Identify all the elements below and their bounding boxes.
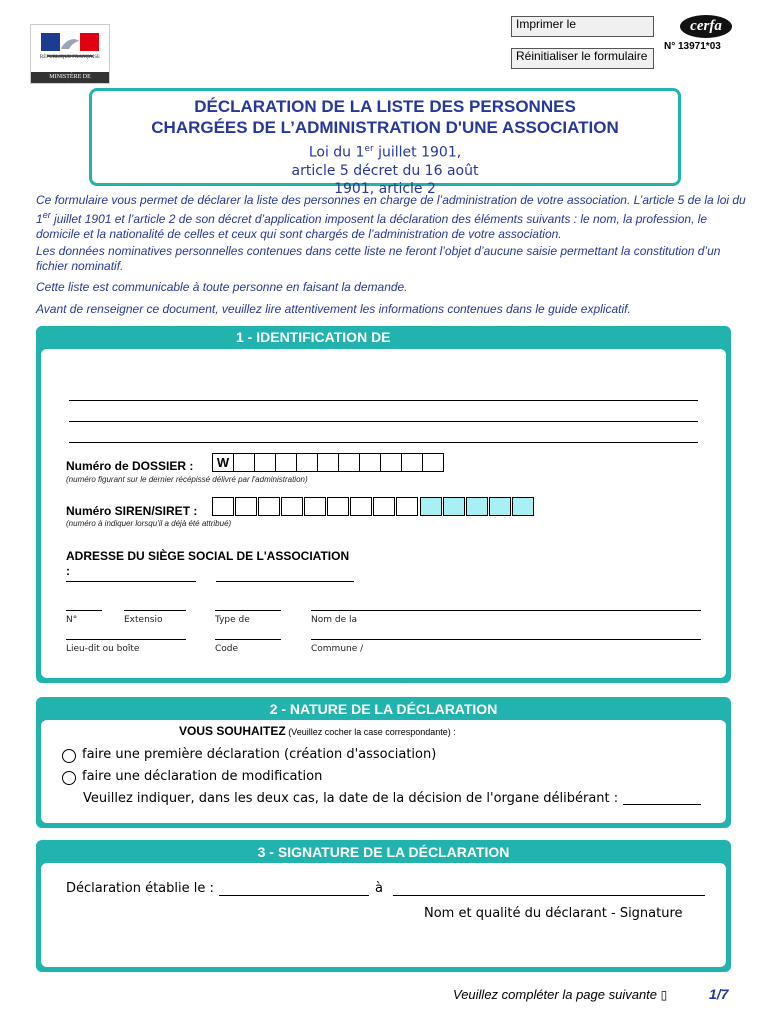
street-number-input[interactable] (66, 610, 102, 611)
title-sub-1-b: juillet 1901, (373, 144, 462, 161)
dossier-digit[interactable] (422, 453, 444, 472)
intro-p1-sup: er (42, 210, 51, 220)
date-decision-input[interactable] (623, 804, 701, 805)
siren-number-field[interactable] (212, 497, 538, 517)
vous-souhaitez-label: VOUS SOUHAITEZ (179, 724, 286, 738)
lieu-dit-input[interactable] (66, 639, 186, 640)
postal-code-label: Code (215, 644, 239, 654)
next-page-icon: ▯ (660, 988, 668, 1002)
street-name-input[interactable] (311, 610, 701, 611)
vous-souhaitez (179, 724, 456, 738)
siren-digit[interactable] (235, 497, 257, 516)
address-colon: : (66, 564, 70, 578)
siren-digit[interactable] (327, 497, 349, 516)
title-sub-1-a: Loi du 1 (308, 144, 365, 161)
siret-digit[interactable] (489, 497, 511, 516)
dossier-digit[interactable] (338, 453, 360, 472)
intro-paragraph-1 (36, 193, 748, 242)
section-signature (36, 840, 731, 972)
intro-p1-a: Ce formulaire vous permet de déclarer la liste des personnes en charge de l’administration de votre association. L’article 5 de la loi du 1 (36, 193, 746, 226)
lieu-dit-label: Lieu-dit ou boîte (66, 644, 140, 654)
address-label: ADRESSE DU SIÈGE SOCIAL DE L'ASSOCIATION (66, 549, 350, 563)
option-first-declaration: faire une première déclaration (création d'association) (82, 747, 437, 762)
cerfa-logo-text: cerfa (690, 18, 722, 34)
street-number-label: N° (66, 615, 78, 625)
siren-digit[interactable] (350, 497, 372, 516)
signature-label: Nom et qualité du déclarant - Signature (424, 906, 683, 921)
declaration-place-label: à (375, 881, 383, 896)
siren-digit[interactable] (373, 497, 395, 516)
street-name-label: Nom de la (311, 615, 357, 625)
title-box (89, 88, 681, 197)
marianne-logo (30, 24, 110, 91)
section-3-body (41, 863, 726, 967)
siren-digit[interactable] (304, 497, 326, 516)
dossier-digit[interactable] (401, 453, 423, 472)
siren-digit[interactable] (396, 497, 418, 516)
section-1-body (41, 349, 726, 678)
siret-digit[interactable] (420, 497, 442, 516)
extension-input[interactable] (124, 610, 186, 611)
section-1-heading: 1 - IDENTIFICATION DE (236, 329, 391, 345)
commune-input[interactable] (311, 639, 701, 640)
section-2-heading: 2 - NATURE DE LA DÉCLARATION (269, 701, 498, 717)
siret-digit[interactable] (466, 497, 488, 516)
dossier-digit[interactable] (296, 453, 318, 472)
section-nature (36, 697, 731, 828)
date-decision-label: Veuillez indiquer, dans les deux cas, la date de la décision de l'organe délibérant : (83, 791, 619, 806)
association-name-line-3[interactable] (69, 442, 698, 443)
republic-label: RÉPUBLIQUE FRANÇAISE (39, 55, 101, 60)
siren-digit[interactable] (258, 497, 280, 516)
declaration-place-input[interactable] (393, 895, 705, 896)
association-name-line-1[interactable] (69, 400, 698, 401)
option-modification: faire une déclaration de modification (82, 769, 323, 784)
street-type-input[interactable] (215, 610, 281, 611)
siren-label: Numéro SIREN/SIRET : (66, 504, 198, 518)
siret-digit[interactable] (443, 497, 465, 516)
section-2-body (41, 720, 726, 823)
vous-souhaitez-hint: (Veuillez cocher la case correspondante) : (285, 727, 456, 737)
dossier-digit[interactable] (275, 453, 297, 472)
dossier-number-field[interactable] (212, 453, 444, 472)
cerfa-number: N° 13971*03 (664, 41, 721, 52)
ministry-label: MINISTÈRE DE L'INTÉRIEUR (31, 72, 109, 83)
association-name-line-2[interactable] (69, 421, 698, 422)
declaration-date-input[interactable] (219, 895, 369, 896)
title-sub-3: 1901, article 2 (334, 180, 436, 197)
dossier-digit[interactable] (359, 453, 381, 472)
dossier-prefix: W (212, 453, 234, 472)
siren-digit[interactable] (212, 497, 234, 516)
siren-hint: (numéro à indiquer lorsqu'il a déjà été attribué) (66, 519, 232, 528)
intro-p1-b: juillet 1901 et l’article 2 de son décret d’application imposent la déclaration des éléments suivants : le nom, la profession, le domicile et la nationalité de celles et ceux qui sont chargés de l’administration de votre association. (36, 212, 708, 241)
section-3-heading: 3 - SIGNATURE DE LA DÉCLARATION (257, 844, 510, 860)
intro-paragraph-4: Avant de renseigner ce document, veuillez lire attentivement les informations contenues dans le guide explicatif. (36, 302, 631, 316)
dossier-digit[interactable] (317, 453, 339, 472)
reset-button[interactable]: Réinitialiser le formulaire (511, 48, 654, 69)
intro-paragraph-3: Cette liste est communicable à toute personne en faisant la demande. (36, 280, 408, 294)
address-line-1a[interactable] (66, 581, 196, 582)
marianne-icon (31, 25, 109, 71)
commune-label: Commune / (311, 644, 364, 654)
address-line-1b[interactable] (216, 581, 354, 582)
cerfa-logo (680, 15, 732, 38)
title-sub-1 (92, 140, 678, 162)
title-line-1: DÉCLARATION DE LA LISTE DES PERSONNES (194, 97, 576, 116)
title-sub-2: article 5 décret du 16 août (291, 162, 479, 179)
extension-label: Extensio (124, 615, 163, 625)
dossier-hint: (numéro figurant sur le dernier récépissé délivré par l'administration) (66, 475, 308, 484)
dossier-label: Numéro de DOSSIER : (66, 459, 194, 473)
radio-modification[interactable] (62, 771, 76, 785)
dossier-digit[interactable] (233, 453, 255, 472)
page-number: 1/7 (709, 986, 729, 1002)
section-identification (36, 326, 731, 683)
footer-next-text: Veuillez compléter la page suivante (453, 987, 658, 1002)
dossier-digit[interactable] (254, 453, 276, 472)
siren-digit[interactable] (281, 497, 303, 516)
siret-digit[interactable] (512, 497, 534, 516)
street-type-label: Type de (215, 615, 250, 625)
footer-next-page (453, 987, 667, 1002)
title-line-2: CHARGÉES DE L’ADMINISTRATION D'UNE ASSOCIATION (151, 118, 619, 137)
postal-code-input[interactable] (215, 639, 281, 640)
dossier-digit[interactable] (380, 453, 402, 472)
declaration-date-label: Déclaration établie le : (66, 881, 214, 896)
radio-first-declaration[interactable] (62, 749, 76, 763)
intro-paragraph-2: Les données nominatives personnelles contenues dans cette liste ne feront l’objet d’aucune saisie permettant la constitution d’un fichier nominatif. (36, 244, 721, 273)
print-button[interactable]: Imprimer le (511, 16, 654, 37)
title-sub-1-sup: er (364, 144, 374, 154)
